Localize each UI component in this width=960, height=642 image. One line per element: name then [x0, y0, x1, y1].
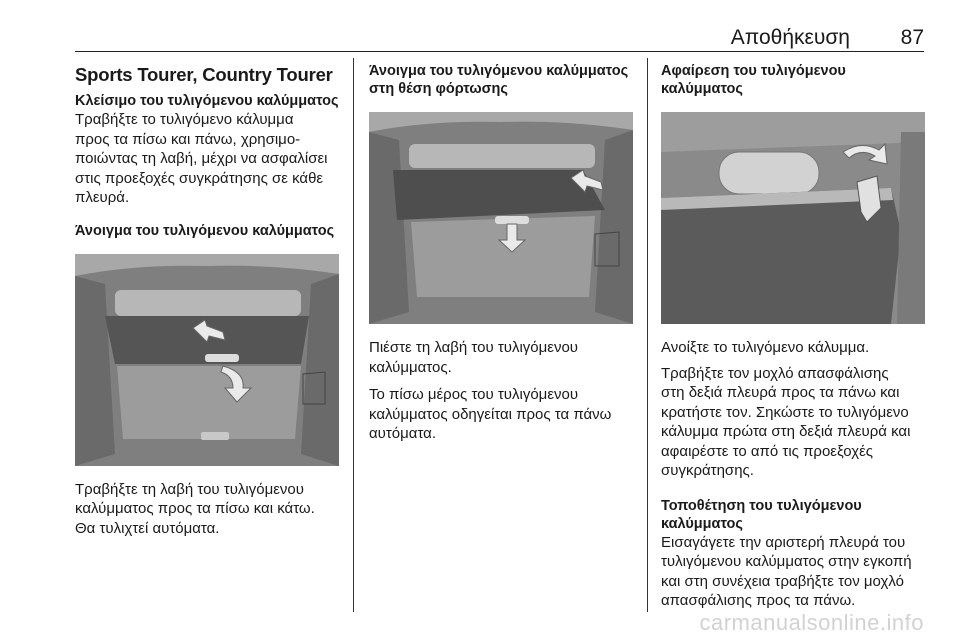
text-line: Πιέστε τη λαβή του τυλιγόμενου	[369, 339, 579, 356]
loading-position-heading	[369, 62, 635, 98]
heading-line: καλύμματος	[661, 81, 743, 97]
loading-text-2	[369, 385, 635, 444]
text-line: καλύμματος οδηγείται προς τα πάνω	[369, 405, 612, 423]
text-line: Το πίσω μέρος του τυλιγόμενου	[369, 386, 579, 403]
section-title: Sports Tourer, Country Tourer	[75, 64, 333, 85]
heading-line: Άνοιγμα του τυλιγόμενου καλύμματος	[369, 63, 629, 79]
column-3	[661, 62, 931, 611]
install-text	[661, 533, 931, 611]
text-line: τυλιγόμενου καλύμματος στην εγκοπή	[661, 553, 912, 570]
text-line: αυτόματα.	[369, 425, 437, 442]
closing-heading: Κλείσιμο του τυλιγόμενου καλύμματος	[75, 93, 339, 109]
removal-heading	[661, 62, 931, 98]
text-line: ποιώντας τη λαβή, μέχρι να ασφαλίσει	[75, 150, 328, 167]
removal-illustration	[661, 112, 925, 324]
text-line: Τραβήξτε το τυλιγόμενο κάλυμμα	[75, 111, 294, 128]
text-line: προς τα πίσω και πάνω, χρησιμο-	[75, 130, 301, 148]
text-line: κάλυμμα πρώτα στη δεξιά πλευρά και	[661, 423, 911, 440]
removal-text	[661, 338, 931, 481]
text-line: πλευρά.	[75, 189, 130, 206]
loading-text-1	[369, 338, 635, 377]
text-line: Τραβήξτε τον μοχλό απασφάλισης	[661, 364, 889, 382]
text-line: καλύμματος προς τα πίσω και κάτω.	[75, 500, 315, 517]
text-line: κρατήστε τον. Σηκώστε το τυλιγόμενο	[661, 403, 909, 421]
header-rule	[75, 51, 924, 52]
text-line: και στη συνέχεια τραβήξτε τον μοχλό	[661, 572, 904, 590]
heading-line: Αφαίρεση του τυλιγόμενου	[661, 63, 846, 79]
watermark: carmanualsonline.info	[699, 610, 924, 635]
opening-text	[75, 480, 340, 539]
text-line: στη δεξιά πλευρά προς τα πάνω και	[661, 384, 900, 401]
text-line: απασφάλισης προς τα πάνω.	[661, 592, 856, 609]
text-line: Τραβήξτε τη λαβή του τυλιγόμενου	[75, 480, 304, 498]
install-heading	[661, 497, 931, 533]
text-line: Ανοίξτε το τυλιγόμενο κάλυμμα.	[661, 339, 870, 356]
cover-closing-illustration	[75, 254, 339, 466]
text-line: Θα τυλιχτεί αυτόματα.	[75, 519, 220, 537]
page-title: Αποθήκευση	[730, 26, 850, 49]
column-divider	[647, 58, 648, 612]
heading-line: καλύμματος	[661, 515, 743, 532]
text-line: Εισαγάγετε την αριστερή πλευρά του	[661, 533, 906, 551]
text-line: καλύμματος.	[369, 358, 452, 376]
page-number: 87	[900, 26, 924, 49]
loading-position-illustration	[369, 112, 633, 324]
closing-text	[75, 110, 340, 208]
opening-heading: Άνοιγμα του τυλιγόμενου καλύμματος	[75, 222, 335, 239]
heading-line: στη θέση φόρτωσης	[369, 81, 508, 97]
text-line: στις προεξοχές συγκράτησης σε κάθε	[75, 169, 324, 187]
column-2	[369, 62, 635, 444]
column-1	[75, 62, 340, 538]
heading-line: Τοποθέτηση του τυλιγόμενου	[661, 497, 862, 514]
page-header	[75, 20, 924, 50]
column-divider	[353, 58, 354, 612]
text-line: αφαιρέστε το από τις προεξοχές	[661, 442, 874, 460]
text-line: συγκράτησης.	[661, 462, 754, 479]
